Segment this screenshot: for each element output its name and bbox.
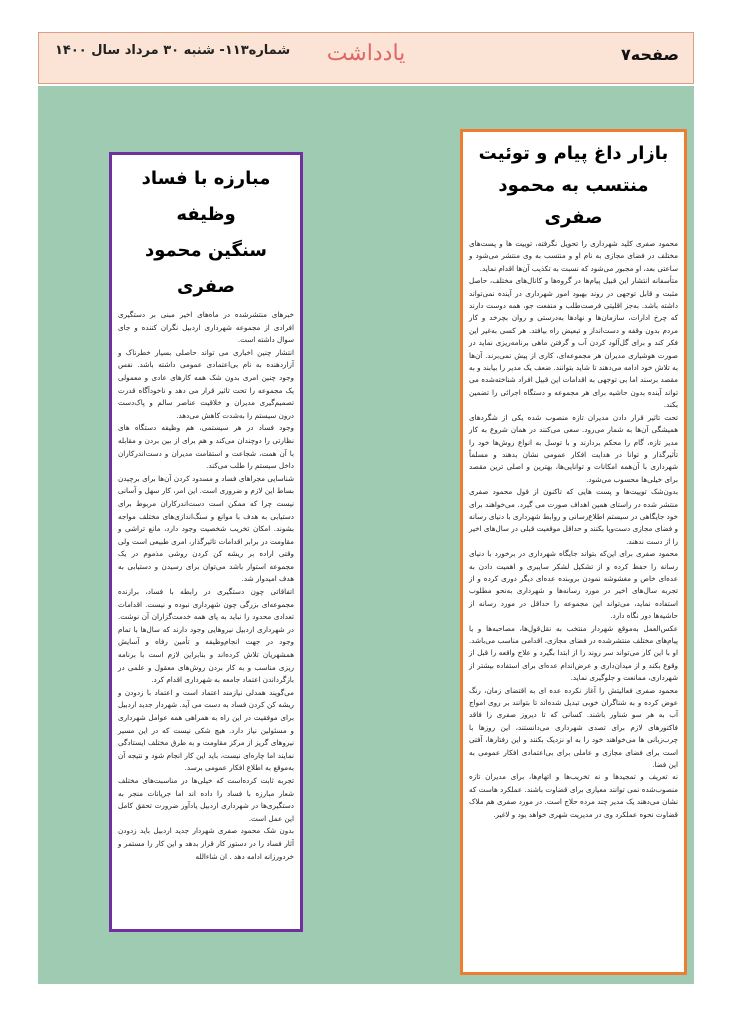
paragraph: محمود صفری برای این‌که بتواند جایگاه شهرداری در برخورد با دنیای رسانه را حفظ کرده و از تشکیل لشکر سایبری و اهمیت دادن به عده‌ای خاص و مغشوشه نمودن بروبنده عده‌ای دیگر دوری کرده و از تجربه سال‌های اخیر در مورد رسانه‌ها و شهرداری به‌نحو مطلوب استفاده نماید، می‌تواند این مجموعه را حداقل در مورد رسانه از حاشیه‌ها دور نگاه دارد. [469,549,678,621]
paragraph: اتفاقاتی چون دستگیری در رابطه با فساد، برازنده مجموعه‌ای بزرگی چون شهرداری نبوده و نیست. اقدامات تعدادی محدود را نباید به پای همه خدمت‌گزاران آن نوشت. در شهرداری اردبیل نیروهایی وجود دارند که سال‌ها با تمام وجود در جهت انجام‌وظیفه و تأمین رفاه و آسایش همشهریان تلاش کرده‌اند و بنابراین لازم است با برنامه ریزی مناسب و به کار بردن روش‌های معقول و علمی در بازگرداندن اعتماد جامعه به شهرداری اقدام کرد. [118,587,294,685]
article-right-title-line2: منتسب به محمود صفری [498,175,649,228]
article-right [460,129,687,975]
article-right-body [469,238,678,821]
paragraph: بدون‌شک توییت‌ها و پست هایی که تاکنون از قول محمود صفری منتشر شده در راستای همین اهداف صورت می گیرد. می‌خواهند برای خود جایگاهی در سیستم اطلاع‌رسانی و روابط شهرداری با دنیای رسانه و فضای مجازی دست‌وپا بکنند و حداقل موقعیت قبلی در سال‌های اخیر را از دست ندهند. [469,487,678,546]
article-right-title-line1: بازار داغ پیام و توئیت [478,143,669,164]
paragraph: شناسایی مجراهای فساد و مسدود کردن آن‌ها برای برچیدن بساط این لازم و ضروری است. این امر، کار سهل و آسانی نیست چرا که ممکن است دست‌اندرکاران مربوط برای دستیابی به هدف با موانع و سنگ‌اندازی‌های مختلف مواجه بشوند. امکان تخریب شخصیت وجود دارد، مانع تراشی و مقاومت در برابر اقدامات تاثیرگذار، امری طبیعی است ولی وقتی اراده بر ریشه کن کردن روشی مذموم در یک مجموعه استوار باشد می‌توان برای رسیدن و دستیابی به هدف امیدوار شد. [118,473,294,584]
paragraph: نه تعریف و تمجیدها و نه تخریب‌ها و اتهام‌ها، برای مدیران تازه منصوب‌شده نمی توانند معیاری برای قضاوت باشند. عملکرد هاست که نشان می‌دهند یک مدیر چند مرده حلاج است. در مورد صفری هم ملاک قضاوت نحوه عملکرد وی در مدیریت شهری خواهد بود و لاغیر. [469,772,678,819]
page-header [38,32,694,84]
paragraph: محمود صفری کلید شهرداری را تحویل نگرفته، توییت ها و پست‌های مختلف در فضای مجازی به نام او و منتسب به وی منتشر می‌شود و ساعتی بعد، او مجبور می‌شود که نسبت به تکذیب آن‌ها اقدام نماید. [469,239,678,273]
section-title: یادداشت [326,41,406,66]
paragraph: تجربه ثابت کرده‌است که خیلی‌ها در مناسبت‌های مختلف شعار مبارزه با فساد را داده اند اما جریانات منجر به دستگیری‌ها در شهرداری اردبیل یادآور ضرورت تحقق کامل این عمل است. [118,775,294,823]
paragraph: خبرهای منتشرشده در ماه‌های اخیر مبنی بر دستگیری افرادی از مجموعه شهرداری اردبیل نگران کننده و جای سوال داشته است. [118,310,294,345]
paragraph: متأسفانه انتشار این قبیل پیام‌ها در گروه‌ها و کانال‌های مختلف، حاصل مثبت و قابل توجهی در روند بهبود امور شهرداری در آینده نمی‌تواند داشته باشد. به‌جز اقلیتی فرصت‌طلب و منفعت جو، همه دوست دارند که چرخ ادارات، سازمان‌ها و نهادها به‌درستی و روان بچرخد و کار مردم بدون وقفه و دست‌انداز و تبعیض راه بیافتد. هر کسی به‌غیر این فکر کند و برای گل‌آلود کردن آب و گرفتن ماهی برنامه‌ریزی نماید در صورت هوشیاری مدیران هر مجموعه‌ای، کاری از پیش نمی‌برند. آن‌ها به تلاش خود ادامه می‌دهند تا شاید بتوانند. ضعف یک مدیر را بیابند و به مقصد برسند اما بی توجهی به اقدامات این قبیل افراد شناخته‌شده می تواند آینده بدون حاشیه برای هر مجموعه و دستگاه اجرائی را تضمین بکند. [469,276,678,410]
paragraph: تحت تاثیر قرار دادن مدیران تازه منصوب شده یکی از شگردهای همیشگی آن‌ها به شمار می‌رود. سعی می‌کنند در همان شروع به کار مدیر تازه، گام را محکم بردارند و با توسل به انواع روش‌ها خود را تأثیرگذار و توانا در هدایت افکار عمومی نشان بدهند و مسلماً شهرداری با آن‌همه امکانات و توانایی‌ها، بهترین و اصلی ترین مقصد برای خیلی‌ها محسوب می‌شود. [469,412,678,484]
article-left-body [118,309,294,863]
issue-info: شماره۱۱۳- شنبه ۳۰ مرداد سال ۱۴۰۰ [55,43,291,58]
article-left [109,152,303,932]
article-left-title [118,161,294,305]
article-left-title-line2: سنگین محمود صفری [144,240,268,297]
page-number: صفحه۷ [621,45,679,64]
paragraph: انتشار چنین اخباری می تواند حاصلی بسیار خطرناک و آزاردهنده به نام بی‌اعتمادی عمومی داشته باشد. نفس وجود چنین امری بدون شک همه کارهای عادی و معمولی یک مجموعه را تحت تاثیر قرار می دهد و ناخودآگاه قدرت تصمیم‌گیری مدیران و خلاقیت عناصر سالم و پاک‌دست درون سیستم را به‌شدت کاهش می‌دهد. [118,347,294,420]
paragraph: می‌گویند همدلی نیازمند اعتماد است و اعتماد با زدودن و ریشه کن کردن فساد به دست می آید. شهردار جدید اردبیل برای موفقیت در این راه به همراهی همه عوامل شهرداری و مسئولین نیاز دارد. هیچ شکی نیست که در این مسیر نیروهای گریز از مرکز مقاومت و به طرق مختلف ایستادگی نمایند اما چاره‌ای نیست، باید این کار انجام شود و نتیجه آن به‌موقع به اطلاع افکار عمومی برسد. [118,687,294,773]
article-right-title [469,138,678,234]
paragraph: عکس‌العمل به‌موقع شهردار منتخب به نقل‌قول‌ها، مصاحبه‌ها و یا پیام‌های مختلف منتشرشده در فضای مجازی، اقدامی مناسب می‌باشد. او با این کار می‌تواند سر روند را از ابتدا بگیرد و علاج واقعه را قبل از وقوع بکند و از میدان‌داری و عرض‌اندام عده‌ای برای استفاده بیشتر از شهرداری، ممانعت و جلوگیری نماید. [469,623,678,683]
paragraph: محمود صفری فعالیتش را آغاز نکرده عده ای به اقتضای زمان، رنگ عوض کرده و به شناگران خوبی تبدیل شده‌اند تا بتوانند بر روی امواج آب به هر سو شناور باشند. کسانی که تا دیروز صفری را فاقد فاکتورهای لازم برای تصدی شهرداری می‌دانستند، این روزها با چرب‌زبانی ها می‌خواهند خود را به او نزدیک بکنند و این رفتارها، آفتی است برای فضای مجازی و عاملی برای بی‌اعتمادی افکار عمومی به این فضا. [469,685,678,770]
paragraph: وجود فساد در هر سیستمی، هم وظیفه دستگاه های نظارتی را دوچندان می‌کند و هم برای از بین بردن و مقابله با آن همت، شجاعت و استقامت مدیران و دست‌اندرکاران داخل سیستم را طلب می‌کند. [118,423,294,471]
article-left-title-line1: مبارزه با فساد وظیفه [141,168,271,225]
paragraph: بدون شک محمود صفری شهردار جدید اردبیل باید زدودن آثار فساد را در دستور کار قرار بدهد و این کار را مستمر و خردورزانه ادامه دهد . ان شاءالله [118,826,294,861]
